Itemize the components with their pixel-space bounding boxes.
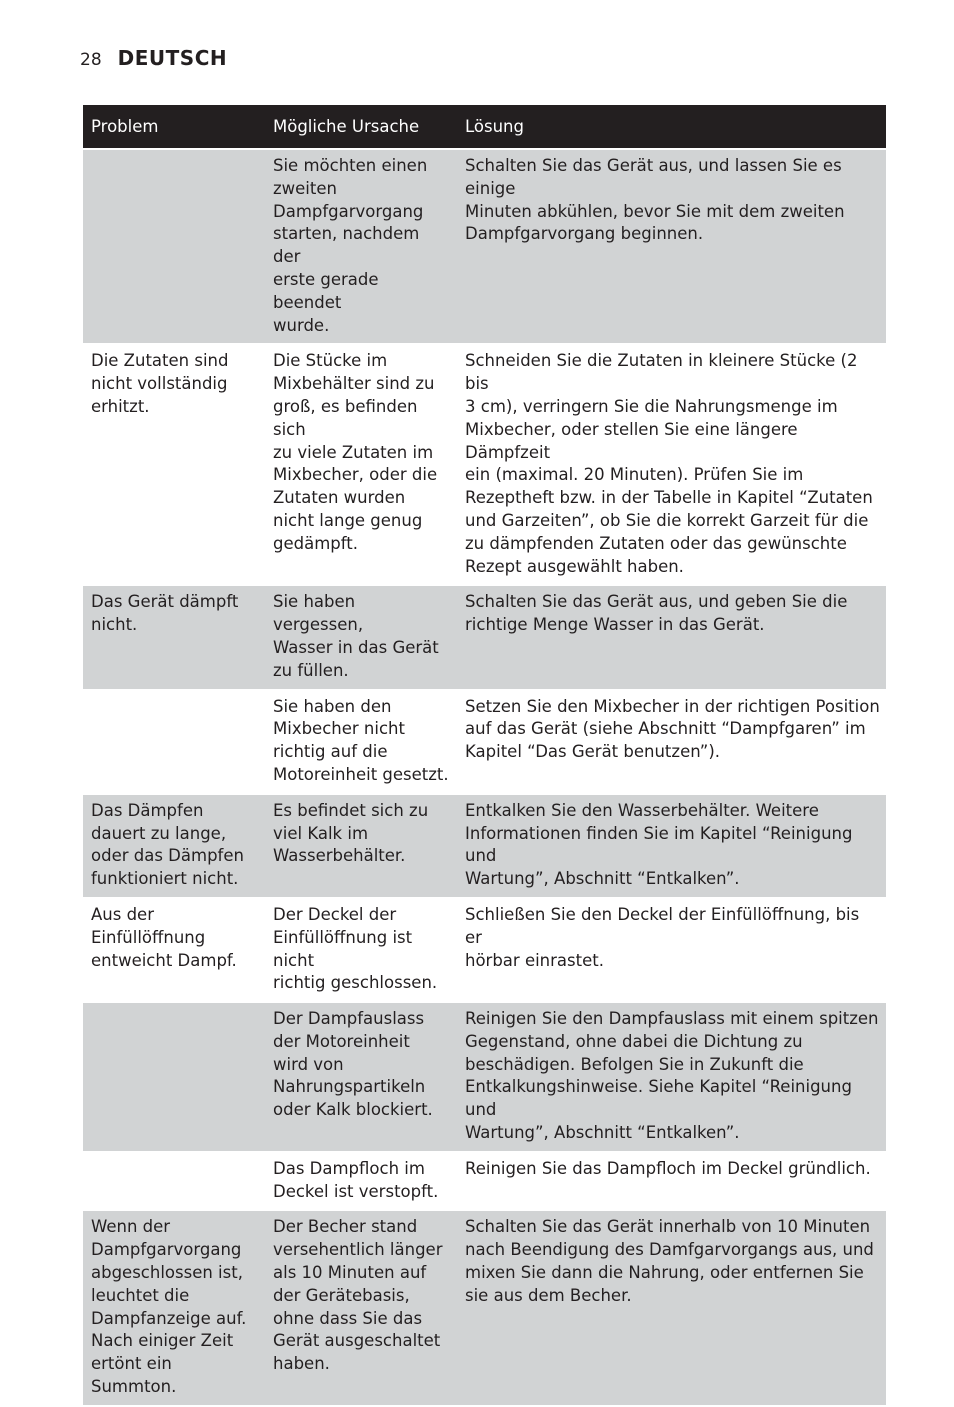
cell-solution: Schalten Sie das Gerät aus, und geben Sie die richtige Menge Wasser in das Gerät. [465, 592, 848, 635]
table-row [83, 345, 886, 584]
cell-problem [83, 691, 265, 793]
cell-solution: Schalten Sie das Gerät aus, und lassen Sie es einige Minuten abkühlen, bevor Sie mit dem zweiten Dampfgarvorgang beginnen. [465, 156, 845, 244]
table-row [83, 1211, 886, 1404]
table-row [83, 899, 886, 1001]
cell-problem: Das Dämpfen dauert zu lange, oder das Dämpfen funktioniert nicht. [91, 800, 244, 889]
cell-cause: Der Deckel der Einfüllöffnung ist nicht richtig geschlossen. [273, 904, 438, 993]
cell-solution: Reinigen Sie den Dampfauslass mit einem spitzen Gegenstand, ohne dabei die Dichtung zu beschädigen. Befolgen Sie in Zukunft die Entkalkungshinweise. Siehe Kapitel “Reinigung und Wartung”, Abschnitt “Entkalken”. [465, 1009, 879, 1143]
table-row [83, 691, 886, 793]
table-header-row [83, 105, 886, 148]
cell-problem: Wenn der Dampfgarvorgang abgeschlossen ist, leuchtet die Dampfanzeige auf. Nach einiger Zeit ertönt ein Summton. [91, 1217, 247, 1397]
table-row [83, 150, 886, 343]
page-number: 28 [80, 50, 102, 70]
section-title: DEUTSCH [117, 46, 228, 70]
cell-problem: Aus der Einfüllöffnung entweicht Dampf. [91, 904, 237, 970]
cell-solution: Setzen Sie den Mixbecher in der richtigen Position auf das Gerät (siehe Abschnitt “Dampfgaren” im Kapitel “Das Gerät benutzen”). [465, 696, 880, 762]
troubleshooting-table [83, 105, 886, 1407]
cell-solution: Entkalken Sie den Wasserbehälter. Weitere Informationen finden Sie im Kapitel “Reinigung und Wartung”, Abschnitt “Entkalken”. [465, 800, 853, 889]
cell-cause: Die Stücke im Mixbehälter sind zu groß, es befinden sich zu viele Zutaten im Mixbecher, oder die Zutaten wurden nicht lange genug gedämpft. [273, 351, 438, 553]
cell-cause: Das Dampfloch im Deckel ist verstopft. [273, 1158, 439, 1201]
cell-problem [83, 1153, 265, 1210]
table-row [83, 1003, 886, 1151]
cell-cause: Der Dampfauslass der Motoreinheit wird von Nahrungspartikeln oder Kalk blockiert. [273, 1009, 433, 1120]
cell-cause: Der Becher stand versehentlich länger als 10 Minuten auf der Gerätebasis, ohne dass Sie das Gerät ausgeschaltet haben. [273, 1217, 443, 1374]
cell-problem [83, 1003, 265, 1151]
cell-cause: Sie möchten einen zweiten Dampfgarvorgang starten, nachdem der erste gerade beendet wurde. [273, 156, 428, 335]
cell-cause: Sie haben den Mixbecher nicht richtig auf die Motoreinheit gesetzt. [273, 696, 449, 784]
header-solution: Lösung [465, 117, 524, 136]
cell-solution: Schneiden Sie die Zutaten in kleinere Stücke (2 bis 3 cm), verringern Sie die Nahrungsmenge im Mixbecher, oder stellen Sie eine längere Dämpfzeit ein (maximal. 20 Minuten). Prüfen Sie im Rezeptheft bzw. in der Tabelle in Kapitel “Zutaten und Garzeiten”, ob Sie die korrekt Garzeit für die zu dämpfenden Zutaten oder das gewünschte Rezept ausgewählt haben. [465, 351, 873, 576]
table-row [83, 586, 886, 688]
page-header [80, 46, 227, 70]
cell-problem: Die Zutaten sind nicht vollständig erhitzt. [91, 351, 229, 416]
header-cause: Mögliche Ursache [273, 117, 420, 136]
table-row [83, 795, 886, 897]
cell-problem [83, 150, 265, 343]
cell-cause: Sie haben vergessen, Wasser in das Gerät zu füllen. [273, 592, 439, 680]
cell-solution: Reinigen Sie das Dampfloch im Deckel gründlich. [465, 1158, 871, 1178]
cell-problem: Das Gerät dämpft nicht. [91, 592, 239, 635]
cell-cause: Es befindet sich zu viel Kalk im Wasserbehälter. [273, 800, 429, 866]
cell-solution: Schließen Sie den Deckel der Einfüllöffnung, bis er hörbar einrastet. [465, 904, 860, 970]
table-row [83, 1153, 886, 1210]
cell-solution: Schalten Sie das Gerät innerhalb von 10 Minuten nach Beendigung des Damfgarvorgangs aus, und mixen Sie dann die Nahrung, oder entfernen Sie sie aus dem Becher. [465, 1217, 874, 1305]
header-problem: Problem [91, 117, 159, 136]
